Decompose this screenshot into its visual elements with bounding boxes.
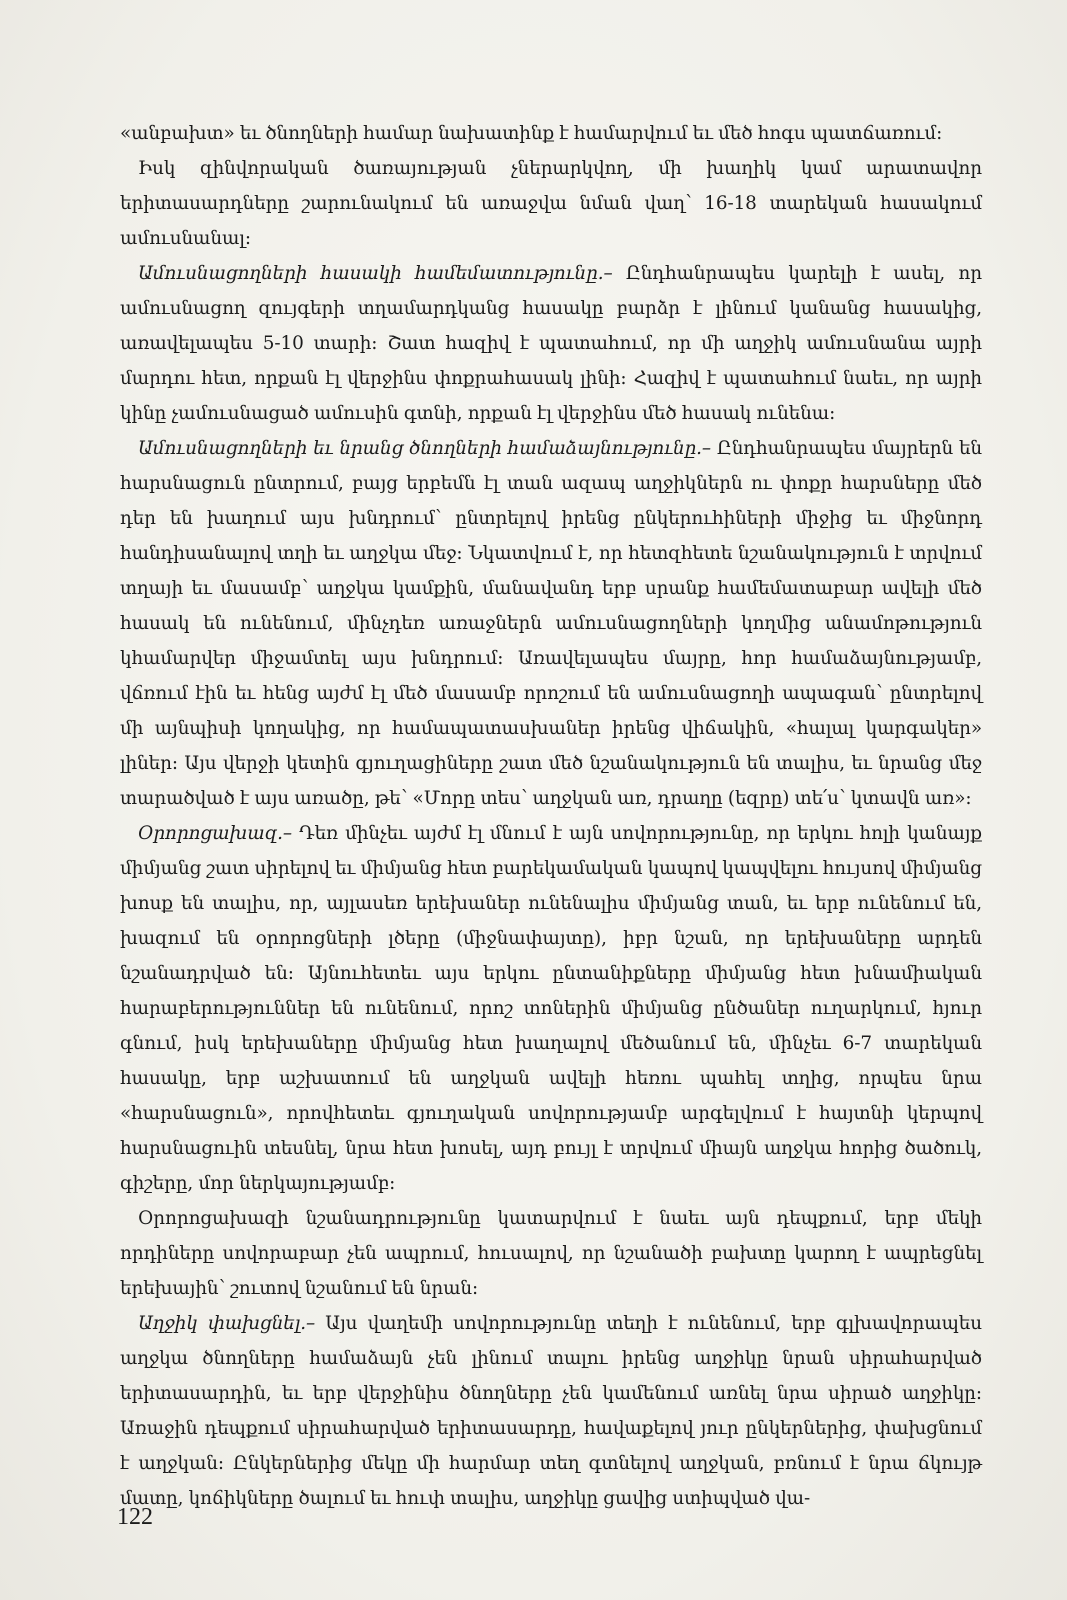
body-text [120,116,982,1516]
paragraph: Աղջիկ փախցնել.– Այս վաղեմի սովորությունը տեղի է ունենում, երբ գլխավորապես աղջկա ծնողները համաձայն չեն լինում տալու իրենց աղջիկը նրան սիրահարված երիտասարդին, եւ երբ վերջինիս ծնողները չեն կամենում առնել նրա սիրած աղջիկը: Առաջին դեպքում սիրահարված երիտասարդը, հավաքելով յուր ընկերներից, փախցնում է աղջկան: Ընկերներից մեկը մի հարմար տեղ գտնելով աղջկան, բռնում է նրա ճկույթ մատը, կոճիկները ծալում եւ հուփ տալիս, աղջիկը ցավից ստիպված վա- [120,1313,982,1509]
paragraph: Իսկ զինվորական ծառայության չներարկվող, մի խաղիկ կամ արատավոր երիտասարդները շարունակում են առաջվա նման վաղ՝ 16-18 տարեկան հասակում ամուսնանալ: [120,158,982,249]
section-heading: Ամուսնացողների հասակի համեմատությունը.– [138,263,613,284]
section-heading: Աղջիկ փախցնել.– [138,1313,316,1334]
section-heading: Օրորոցախազ.– [138,823,292,844]
paragraph: Ամուսնացողների հասակի համեմատությունը.– Ընդհանրապես կարելի է ասել, որ ամուսնացող զույգերի տղամարդկանց հասակը բարձր է լինում կանանց հասակից, առավելապես 5-10 տարի: Շատ հազիվ է պատահում, որ մի աղջիկ ամուսնանա այրի մարդու հետ, որքան էլ վերջինս փոքրահասակ լինի: Հազիվ է պատահում նաեւ, որ այրի կինը չամուսնացած ամուսին գտնի, որքան էլ վերջինս մեծ հասակ ունենա: [120,263,983,424]
paragraph: Օրորոցախազի նշանադրությունը կատարվում է նաեւ այն դեպքում, երբ մեկի որդիները սովորաբար չեն ապրում, հուսալով, որ նշանածի բախտը կարող է ապրեցնել երեխային՝ շուտով նշանում են նրան: [120,1208,982,1299]
page-number: 122 [117,1504,153,1530]
paragraph: Ամուսնացողների եւ նրանց ծնողների համաձայնությունը.– Ընդհանրապես մայրերն են հարսնացուն ընտրում, բայց երբեմն էլ տան ազապ աղջիկներն ու փոքր հարսները մեծ դեր են խաղում այս խնդրում՝ ընտրելով իրենց ընկերուհիների միջից եւ միջնորդ հանդիսանալով տղի եւ աղջկա մեջ: Նկատվում է, որ հետզհետե նշանակություն է տրվում տղայի եւ մասամբ՝ աղջկա կամքին, մանավանդ երբ սրանք համեմատաբար ավելի մեծ հասակ են ունենում, մինչդեռ առաջներն ամուսնացողների կողմից անամոթություն կհամարվեր միջամտել այս խնդրում: Առավելապես մայրը, հոր համաձայնությամբ, վճռում էին եւ հենց այժմ էլ մեծ մասամբ որոշում են ամուսնացողի ապագան՝ ընտրելով մի այնպիսի կողակից, որ համապատասխաներ իրենց վիճակին, «հալալ կարգակեր» լիներ: Այս վերջի կետին գյուղացիները շատ մեծ նշանակություն են տալիս, եւ նրանց մեջ տարածված է այս առածը, թե՝ «Մորը տես՝ աղջկան առ, դրաղը (եզրը) տե՛ս՝ կտավն առ»: [120,438,982,809]
paragraph: «անբախտ» եւ ծնողների համար նախատինք է համարվում եւ մեծ հոգս պատճառում: [120,123,943,144]
section-heading: Ամուսնացողների եւ նրանց ծնողների համաձայնությունը.– [138,438,712,459]
paragraph: Օրորոցախազ.– Դեռ մինչեւ այժմ էլ մնում է այն սովորությունը, որ երկու հոլի կանայք միմյանց շատ սիրելով եւ միմյանց հետ բարեկամական կապով կապվելու հույսով միմյանց խոսք են տալիս, որ, այլասեռ երեխաներ ունենալիս միմյանց տան, եւ երբ ունենում են, խազում են օրորոցների լծերը (միջնափայտը), իբր նշան, որ երեխաները արդեն նշանադրված են: Այնուհետեւ այս երկու ընտանիքները միմյանց հետ խնամիական հարաբերություններ են ունենում, որոշ տոներին միմյանց ընծաներ ուղարկում, հյուր գնում, իսկ երեխաները միմյանց հետ խաղալով մեծանում են, մինչեւ 6-7 տարեկան հասակը, երբ աշխատում են աղջկան ավելի հեռու պահել տղից, որպես նրա «հարսնացուն», որովհետեւ գյուղական սովորությամբ արգելվում է հայտնի կերպով հարսնացուին տեսնել, նրա հետ խոսել, այդ բույլ է տրվում միայն աղջկա հորից ծածուկ, գիշերը, մոր ներկայությամբ: [120,823,982,1194]
